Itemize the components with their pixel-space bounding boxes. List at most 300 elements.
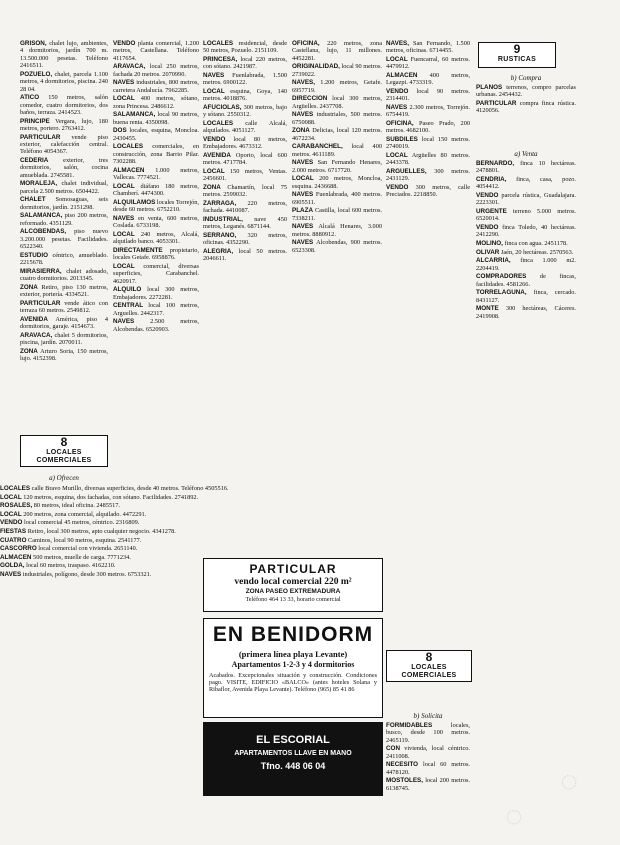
classified-ad	[20, 212, 108, 227]
classified-ad	[386, 152, 470, 167]
classified-ad	[113, 127, 199, 142]
classified-keyword: ZONA	[20, 347, 38, 355]
classified-text: vivienda, local céntrico. 2411008.	[386, 745, 470, 760]
classified-keyword: OFICINA,	[292, 40, 320, 47]
classified-keyword: ALMACEN	[386, 72, 418, 79]
classified-ad	[113, 199, 199, 214]
classified-keyword: ALCARRIA,	[476, 257, 511, 265]
classified-text: parcela rústica, Guadalajara. 2223301.	[476, 192, 576, 207]
classified-keyword: MONTE	[476, 305, 499, 313]
classified-ad	[113, 286, 199, 301]
ad-line: (primera línea playa Levante)	[238, 649, 348, 659]
classified-ad	[113, 318, 199, 333]
classified-text: Paseo Prado, 200 metros. 4682100.	[386, 120, 470, 135]
classified-keyword: NAVES	[203, 72, 225, 79]
classified-keyword: ALQUILO	[113, 286, 142, 294]
classified-ad	[113, 215, 199, 230]
classified-ad	[113, 143, 199, 165]
classified-keyword: ARGUELLES,	[386, 168, 427, 175]
classified-ad	[20, 118, 108, 133]
classified-keyword: MORALEJA,	[20, 180, 58, 188]
classified-keyword: VENDO	[113, 40, 136, 47]
column-4	[292, 40, 382, 545]
section-title: RUSTICAS	[497, 56, 537, 63]
classified-ad	[292, 79, 382, 94]
classified-text: nave 450 metros, Leganés. 6871144.	[203, 216, 287, 231]
classified-ad	[386, 777, 470, 792]
classified-keyword: LOCALES	[203, 40, 234, 47]
classified-keyword: LOCAL	[386, 152, 408, 159]
classified-ad	[203, 40, 287, 55]
column-5-solicita	[386, 722, 470, 842]
section-title: LOCALES COMERCIALES	[401, 664, 457, 679]
classified-keyword: GRISON,	[20, 40, 47, 47]
classified-keyword: TORRELAGUNA,	[476, 289, 527, 297]
classified-keyword: LOCAL	[386, 56, 408, 63]
classified-ad	[292, 207, 382, 222]
classified-text: Fuenlabrada, 1.500 metros. 6900122.	[203, 72, 287, 87]
classified-keyword: VENDO	[476, 192, 499, 199]
watermark-icon: ◌	[551, 762, 586, 801]
classified-text: local comercial con vivienda. 2651140.	[36, 545, 138, 553]
classified-ad	[20, 94, 108, 116]
classified-ad	[292, 191, 382, 206]
ad-line: Teléfono 464 13 33, horario comercial	[245, 596, 341, 603]
classified-ad	[386, 72, 470, 87]
classified-keyword: PLAZA	[292, 207, 313, 215]
classified-keyword: LOCAL	[113, 182, 135, 190]
classified-ad	[113, 95, 199, 110]
classified-ad	[113, 231, 199, 246]
section-subhead: b) Solicita	[413, 712, 443, 720]
section-rusticas-header	[478, 42, 556, 68]
classified-ad	[20, 268, 108, 283]
classified-text: local 90 metros, buena renta. 4350098.	[113, 111, 199, 126]
classified-text: San Fernando, 1.500 metros, oficinas. 6714455.	[386, 40, 470, 55]
classified-keyword: NAVES	[113, 318, 135, 326]
classified-text: 150 metros, Ventas. 2456601.	[203, 168, 287, 183]
classified-text: Fuencarral, 60 metros. 4479912.	[386, 56, 470, 71]
classified-text: Fuenlabrada, 400 metros. 6905511.	[292, 191, 382, 206]
classified-text: planta comercial, 1.200 metros, Castellana. Teléfono 4117654.	[113, 40, 199, 62]
classified-ad	[386, 104, 470, 119]
classified-text: comerciales, en construcción, zona Barrio Pilar. 7302288.	[113, 143, 199, 166]
classified-keyword: ROSALES,	[0, 502, 33, 510]
classified-keyword: NAVES	[0, 570, 22, 578]
classified-keyword: BERNARDO,	[476, 160, 515, 167]
ad-line: vendo local comercial 220 m²	[234, 577, 352, 587]
classified-keyword: AVENIDA	[203, 152, 231, 159]
ad-heading: PARTICULAR	[249, 562, 337, 576]
classified-text: céntrico, amueblado. 2215678.	[20, 251, 108, 267]
classified-ad	[292, 159, 382, 174]
ad-line: Acabados. Excepcionales situación y construcción. Condiciones pago. VISITE, EDIFICIO «BALCO» (antes hoteles Solana y Ribaflor, Avenida Playa Levante). Teléfono (965) 85 41 86	[209, 672, 377, 694]
classified-ad	[20, 196, 108, 211]
classified-ad	[476, 249, 576, 256]
section-locales-comerciales-2-header	[386, 650, 472, 682]
classified-ad	[203, 216, 287, 231]
classified-ad	[20, 157, 108, 179]
classified-text: 220 metros, zona Castellana, lujo, 11 millones. 4452281.	[292, 40, 382, 62]
classified-ad	[476, 273, 576, 288]
classified-text: local 100 metros, Arguelles. 2442317.	[113, 302, 199, 317]
classified-keyword: MIRASIERRA,	[20, 267, 62, 275]
classified-keyword: POZUELO,	[20, 70, 53, 78]
classified-ad	[113, 111, 199, 126]
classified-keyword: NECESITO	[386, 761, 419, 769]
classified-keyword: AFUCIOLAS,	[203, 104, 242, 111]
classified-ad	[20, 252, 108, 267]
section-number: 8	[425, 650, 433, 664]
section-locales-comerciales-header	[20, 435, 108, 467]
ad-heading: EN BENIDORM	[212, 623, 374, 646]
classified-text: finca 1.000 m2. 2204419.	[476, 257, 576, 272]
classified-keyword: NAVES	[292, 111, 314, 119]
classified-text: Oporto, local 600 metros. 4717784.	[203, 152, 287, 167]
classified-ad	[203, 120, 287, 135]
classified-keyword: CHALET	[20, 196, 46, 204]
classified-keyword: GOLDA,	[0, 562, 25, 570]
classified-ad	[386, 722, 470, 744]
classified-ad	[292, 175, 382, 190]
classified-keyword: VENDO	[386, 88, 409, 95]
classified-ad	[203, 152, 287, 167]
classified-ad	[113, 167, 199, 182]
classified-keyword: ZONA	[20, 283, 38, 291]
classified-text: Alcobendas, 900 metros. 6523308.	[292, 239, 382, 254]
classified-text: Retiro, local 300 metros, apto cualquier negocio. 4341278.	[26, 527, 176, 535]
classified-text: Arturo Soria, 150 metros, lujo. 4152398.	[20, 347, 108, 363]
classified-text: Vergara, lujo, 180 metros, portero. 2763412.	[20, 117, 108, 133]
classified-ad	[20, 40, 108, 70]
classified-text: chalet, parcela 1.100 metros, 4 dormitorios, piscina. 240 28 04.	[20, 70, 108, 93]
section-subhead-venta: a) Venta	[514, 150, 538, 158]
classified-text: Chamartín, local 75 metros. 2599032.	[203, 184, 287, 199]
classified-ad	[113, 63, 199, 78]
classified-keyword: LOCAL	[292, 175, 314, 183]
classified-text: en venta, 600 metros, Coslada. 6733198.	[113, 214, 199, 230]
classified-keyword: PARTICULAR	[20, 299, 61, 307]
classified-ad	[476, 192, 576, 207]
classified-text: Jaén, 20 hectáreas. 2570563.	[499, 248, 574, 256]
classified-keyword: VENDO	[386, 184, 409, 191]
classified-ad	[476, 305, 576, 320]
classified-ad	[386, 184, 470, 199]
classified-keyword: LOCALES	[0, 485, 31, 492]
classified-text: 2.300 metros, Torrejón. 6754419.	[386, 104, 470, 119]
classified-text: industriales, 800 metros, carretera Andalucía. 7962285.	[113, 79, 199, 94]
classified-text: Alcalá Henares, 3.000 metros. 8880912.	[292, 223, 382, 238]
classified-keyword: NAVES	[113, 214, 135, 222]
classified-keyword: CON	[386, 745, 400, 753]
classified-keyword: PARTICULAR	[20, 133, 61, 141]
classified-ad	[203, 136, 287, 151]
classified-text: piso 200 metros, reformado. 4351129.	[20, 212, 108, 227]
classified-text: piso nuevo 3.200.000 pesetas. Facilidades. 6522340.	[20, 228, 108, 251]
classified-text: 120 metros, esquina, dos fachadas, con sótano. Facilidades. 2741892.	[21, 493, 199, 501]
classified-ad	[20, 71, 108, 93]
classified-text: locales, busco, desde 100 metros. 2465119.	[386, 722, 470, 744]
classified-ad	[20, 284, 108, 299]
classified-ad	[476, 240, 576, 247]
classified-text: 300 hectáreas, Cáceres. 2419908.	[476, 305, 576, 320]
classified-text: chalet adosado, cuatro dormitorios. 2013345.	[20, 267, 108, 283]
classified-text: 300 metros, calle Preciados. 2218850.	[386, 184, 470, 199]
classified-keyword: CENTRAL	[113, 302, 144, 310]
column-6-venta	[476, 160, 576, 840]
classified-text: 300 metros, bajo y sótano. 2550312.	[203, 104, 287, 119]
classified-keyword: OLIVAR	[476, 248, 500, 256]
classified-text: industriales, 500 metros. 6750088.	[292, 111, 382, 126]
classified-keyword: LOCAL	[0, 510, 22, 518]
classified-text: Caminos, local 90 metros, esquina. 2541177.	[26, 536, 142, 544]
classified-keyword: ARAVACA,	[113, 63, 146, 71]
classified-ad	[20, 348, 108, 363]
classified-keyword: ZONA	[292, 127, 310, 135]
ad-heading: EL ESCORIAL	[256, 734, 330, 746]
classified-ad	[386, 761, 470, 776]
classified-ad	[476, 176, 576, 191]
classified-text: calle Alcalá, alquilados. 4051127.	[203, 120, 287, 135]
classified-ad	[20, 300, 108, 315]
classified-ad	[386, 88, 470, 103]
ad-line: Tfno. 448 06 04	[260, 761, 326, 771]
classified-ad	[20, 180, 108, 195]
classified-keyword: NAVES	[386, 104, 408, 111]
column-2	[113, 40, 199, 840]
classified-text: finca con agua. 2451178.	[502, 240, 568, 247]
classified-text: Argüelles 80 metros. 2443378.	[386, 152, 470, 167]
classified-keyword: LOCAL	[203, 168, 225, 175]
classified-keyword: NAVES	[292, 223, 314, 231]
classified-keyword: FIESTAS	[0, 527, 27, 535]
classified-keyword: DIRECCION	[292, 95, 328, 103]
classified-ad	[476, 224, 576, 239]
classified-ad	[292, 111, 382, 126]
classified-keyword: ATICO	[20, 94, 40, 102]
classified-keyword: NAVES	[292, 191, 314, 199]
classified-ad	[292, 95, 382, 110]
classified-text: local 90 metros. 2314401.	[386, 88, 470, 103]
classified-ad	[386, 120, 470, 135]
classified-keyword: SALAMANCA,	[20, 212, 63, 220]
classified-text: América, piso 4 dormitorios, garaje. 4154673.	[20, 315, 108, 331]
classified-keyword: SALAMANCA,	[113, 111, 156, 119]
classified-keyword: CUATRO	[0, 536, 27, 544]
classified-ad	[203, 248, 287, 263]
classified-ad	[386, 40, 470, 55]
classified-keyword: DOS	[113, 127, 127, 135]
classified-text: local 300 metros, Embajadores. 2272281.	[113, 286, 199, 301]
classified-text: 240 metros, Alcalá, alquilado banco. 4053301.	[113, 230, 199, 246]
ad-particular	[203, 558, 383, 612]
classified-text: finca 10 hectáreas. 2478801.	[476, 160, 576, 175]
classified-ad	[292, 143, 382, 158]
classified-keyword: NAVES,	[292, 79, 315, 87]
watermark-icon: ◌	[496, 797, 531, 836]
classified-keyword: LOCAL	[113, 95, 135, 103]
classified-ad	[203, 200, 287, 215]
section-number: 8	[60, 435, 68, 449]
classified-text: 500 metros, muelle de carga. 7771234.	[31, 553, 131, 561]
column-6-compra	[476, 84, 576, 146]
classified-ad	[113, 247, 199, 262]
classified-text: 200 metros, Moncloa, esquina. 2436688.	[292, 175, 382, 190]
classified-text: local comercial 45 metros, céntrico. 2316809.	[22, 519, 140, 527]
classified-text: 220 metros, fachada. 4410087.	[203, 200, 287, 215]
classified-text: locales Torrejón, desde 60 metros. 6752210.	[113, 198, 199, 214]
classified-keyword: LOCAL	[0, 493, 22, 501]
classified-text: local 50 metros. 2046611.	[203, 248, 287, 263]
classified-keyword: LOCALES	[113, 143, 144, 151]
classified-keyword: CEDERIA	[20, 157, 49, 165]
classified-text: 80 metros, ideal oficina. 2485517.	[32, 502, 120, 510]
classified-keyword: VENDO	[476, 224, 499, 231]
classified-ad	[113, 263, 199, 285]
classified-text: 1.200 metros, Getafe. 6957719.	[292, 79, 382, 94]
classified-text: calle Bravo Murillo, diversas superficies, desde 40 metros. Teléfono 4505516.	[30, 485, 229, 492]
classified-keyword: VENDO	[0, 519, 23, 527]
classified-ad	[20, 134, 108, 156]
classified-ad	[476, 160, 576, 175]
classified-text: local 300 metros, Argüelles. 2437708.	[292, 95, 382, 110]
ad-benidorm	[203, 618, 383, 718]
classified-ad	[292, 127, 382, 142]
classified-text: finca, casa, pozo. 4054412.	[476, 176, 576, 191]
classified-keyword: LOCALES	[203, 120, 234, 127]
classified-keyword: ALMACEN	[113, 166, 145, 174]
classified-text: esquina, Goya, 140 metros. 4018876.	[203, 88, 287, 103]
classified-ad	[20, 316, 108, 331]
classified-text: diáfano 180 metros, Chamberí. 4474300.	[113, 182, 199, 198]
classified-keyword: CASCORRO	[0, 545, 37, 553]
ad-line: ZONA PASEO EXTREMADURA	[245, 588, 341, 595]
classified-text: local 90 metros. 2739022.	[292, 63, 382, 78]
classified-ad	[203, 104, 287, 119]
classified-keyword: VENDO	[203, 136, 226, 143]
classified-keyword: AVENIDA	[20, 315, 48, 323]
classified-text: local 150 metros. 2740019.	[386, 136, 470, 151]
classified-text: terreno 5.000 metros. 6520014.	[476, 208, 576, 223]
classified-text: 400 metros, Legazpi. 4733319.	[386, 72, 470, 87]
classified-ad	[476, 289, 576, 304]
ad-line: APARTAMENTOS LLAVE EN MANO	[234, 750, 352, 757]
classified-keyword: INDUSTRIAL,	[203, 216, 243, 223]
classified-ad	[386, 168, 470, 183]
classified-text: 400 metros, sótano, zona Princesa. 2486612.	[113, 95, 199, 110]
classified-text: exterior, tres dormitorios, salón, cocina amueblada. 2745581.	[20, 157, 108, 179]
ad-el-escorial	[203, 722, 383, 796]
classified-text: local 400 metros. 4611189.	[292, 143, 382, 158]
classified-keyword: PRINCESA,	[203, 56, 238, 63]
classified-text: industriales, polígono, desde 300 metros. 6753321.	[21, 570, 152, 578]
classified-ad	[476, 257, 576, 272]
classified-ad	[20, 332, 108, 347]
classified-ad	[113, 40, 199, 62]
classified-keyword: NAVES	[113, 79, 135, 87]
section-subhead: a) Ofrecen	[49, 474, 79, 482]
classified-keyword: PARTICULAR	[476, 100, 517, 107]
classified-keyword: ZONA	[203, 184, 221, 191]
classified-keyword: LOCAL	[113, 262, 135, 270]
classified-ad	[292, 223, 382, 238]
classified-keyword: URGENTE	[476, 208, 507, 215]
classified-ad	[476, 208, 576, 223]
classified-text: 320 metros, oficinas. 4352290.	[203, 232, 287, 247]
classified-keyword: ESTUDIO	[20, 251, 48, 259]
classified-text: terrenos, compro parcelas urbanas. 2454432.	[476, 84, 576, 99]
classified-keyword: ALEGRIA,	[203, 248, 234, 255]
classified-keyword: CARABANCHEL,	[292, 143, 343, 151]
classified-ad	[292, 239, 382, 254]
classified-text: 1.000 metros, Vallecas. 7774521.	[113, 166, 199, 182]
section-number: 9	[513, 42, 521, 56]
section-title: LOCALES COMERCIALES	[36, 449, 92, 464]
classified-keyword: FORMIDABLES	[386, 722, 433, 729]
classified-keyword: ORIGINALIDAD,	[292, 63, 340, 71]
classified-ad	[292, 40, 382, 62]
classified-text: 150 metros, salón comedor, cuatro dormitorios, dos baños, terraza. 2414523.	[20, 94, 108, 117]
classified-text: 200 metros, zona comercial, alquilado. 4472291.	[21, 510, 147, 518]
classified-keyword: NAVES,	[386, 40, 409, 47]
classified-keyword: LOCAL	[203, 88, 225, 95]
classified-text: residencial, desde 50 metros, Pozuelo. 2151109.	[203, 40, 287, 55]
classified-ad	[203, 232, 287, 247]
classified-keyword: ALQUILAMOS	[113, 198, 156, 206]
column-5	[386, 40, 470, 645]
classified-text: local 60 metros. 4478120.	[386, 761, 470, 776]
classified-ad	[476, 100, 576, 115]
classified-text: chalet individual, parcela 2.500 metros. 6504422.	[20, 180, 108, 195]
classified-text: vende ático con terraza 60 metros. 2549812.	[20, 299, 108, 315]
classified-ad	[386, 745, 470, 760]
classified-keyword: MOLINO,	[476, 240, 503, 247]
classified-ad	[292, 63, 382, 78]
classified-keyword: CENDRIA,	[476, 176, 507, 183]
ad-line: Apartamentos 1-2-3 y 4 dormitorios	[231, 660, 355, 669]
classified-text: Retiro, piso 130 metros, exterior, portería. 4334521.	[20, 283, 108, 299]
classified-text: chalet 5 dormitorios, piscina, jardín. 2070011.	[20, 331, 108, 347]
classified-text: de fincas, facilidades. 4581266.	[476, 273, 576, 288]
classified-text: vende piso exterior, calefacción central. Teléfono 4054367.	[20, 133, 108, 156]
section-subhead-compra: b) Compra	[510, 74, 542, 82]
classified-text: local 60 metros, traspaso. 4162210.	[24, 562, 116, 570]
classified-ad	[476, 84, 576, 99]
classified-text: local 80 metros, Embajadores. 4673312.	[203, 136, 287, 151]
classified-ad	[203, 56, 287, 71]
classified-keyword: NAVES	[292, 239, 314, 247]
classified-keyword: ALMACEN	[0, 553, 32, 561]
classified-ad	[203, 168, 287, 183]
classified-text: local 250 metros, fachada 20 metros. 2070990.	[113, 63, 199, 78]
classified-keyword: ALCOBENDAS,	[20, 228, 67, 236]
classified-text: 300 metros. 2431129.	[386, 168, 470, 183]
classified-text: San Fernando Henares, 2.000 metros. 6717720.	[292, 159, 382, 174]
classified-ad	[113, 79, 199, 94]
classified-keyword: PRINCIPE	[20, 117, 50, 125]
classified-keyword: MOSTOLES,	[386, 777, 423, 785]
classified-text: Castilla, local 600 metros. 7338211.	[292, 207, 382, 222]
classified-text: finca, cercado. 8431127.	[476, 289, 576, 304]
classified-text: 2.500 metros, Alcobendas. 6520903.	[113, 318, 199, 333]
classified-keyword: DIRECTAMENTE	[113, 246, 163, 254]
classified-text: finca Toledo, 40 hectáreas. 2412290.	[476, 224, 576, 239]
classified-text: local 220 metros, con sótano. 2421987.	[203, 56, 287, 71]
classified-ad	[203, 184, 287, 199]
classified-text: compra finca rústica. 4120056.	[476, 100, 576, 115]
classified-text: propietario, locales Getafe. 6958876.	[113, 246, 199, 262]
classified-ad	[20, 228, 108, 250]
